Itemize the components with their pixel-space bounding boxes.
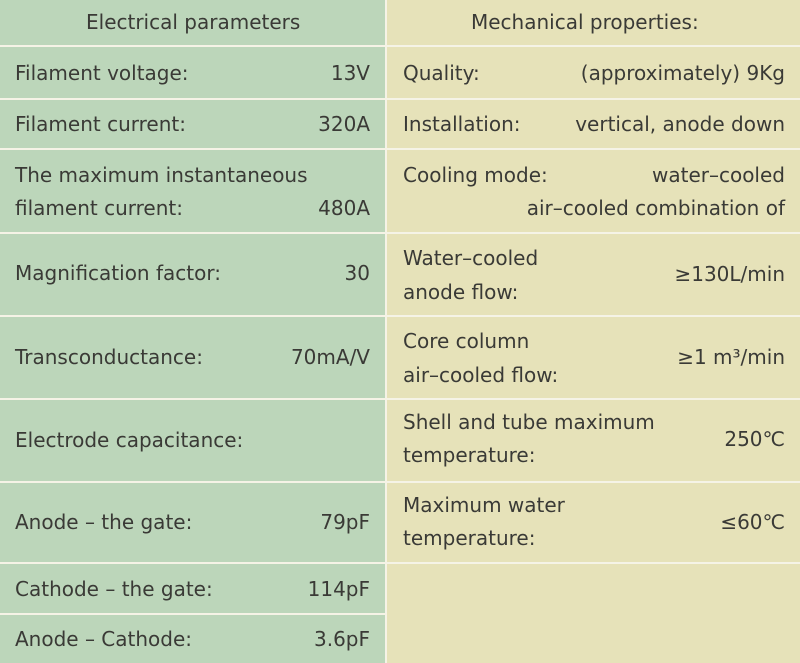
mechanical-label: Installation: [403, 112, 521, 136]
mechanical-value: water–cooled [651, 163, 785, 187]
electrical-label: Anode – Cathode: [15, 627, 193, 651]
mechanical-value: 250℃ [724, 427, 785, 451]
electrical-label: filament current: [15, 196, 183, 220]
mechanical-label: temperature: [403, 526, 536, 550]
mechanical-value: vertical, anode down [575, 112, 785, 136]
row-divider [0, 45, 386, 47]
row-divider [386, 398, 800, 400]
mechanical-label: Cooling mode: [403, 163, 548, 187]
electrical-value: 320A [318, 112, 370, 136]
mechanical-label: Shell and tube maximum [403, 410, 655, 434]
electrical-header: Electrical parameters [86, 10, 301, 34]
row-divider [386, 481, 800, 483]
electrical-label: Magnification factor: [15, 261, 221, 285]
row-divider [386, 232, 800, 234]
electrical-value: 3.6pF [313, 627, 370, 651]
electrical-value: 13V [330, 61, 370, 85]
mechanical-label: temperature: [403, 443, 536, 467]
mechanical-value: ≤60℃ [720, 510, 785, 534]
row-divider [0, 98, 386, 100]
electrical-label: Filament voltage: [15, 61, 189, 85]
row-divider [386, 45, 800, 47]
mechanical-value: (approximately) 9Kg [580, 61, 785, 85]
row-divider [0, 562, 386, 564]
electrical-value: 480A [318, 196, 370, 220]
row-divider [386, 315, 800, 317]
row-divider [386, 148, 800, 150]
mechanical-value: air–cooled combination of [526, 196, 785, 220]
electrical-value: 79pF [320, 510, 370, 534]
mechanical-label: Maximum water [403, 493, 565, 517]
row-divider [386, 98, 800, 100]
electrical-value: 30 [344, 261, 370, 285]
mechanical-header: Mechanical properties: [471, 10, 699, 34]
row-divider [0, 398, 386, 400]
mechanical-value: ≥130L/min [674, 262, 785, 286]
electrical-value: 114pF [307, 577, 370, 601]
electrical-label: Cathode – the gate: [15, 577, 213, 601]
mechanical-label: Core column [403, 329, 530, 353]
row-divider [0, 232, 386, 234]
row-divider [386, 562, 800, 564]
mechanical-value: ≥1 m³/min [677, 345, 785, 369]
row-divider [0, 148, 386, 150]
electrical-label: The maximum instantaneous [15, 163, 308, 187]
mechanical-label: air–cooled flow: [403, 363, 559, 387]
mechanical-label: Quality: [403, 61, 480, 85]
mechanical-label: Water–cooled [403, 246, 539, 270]
electrical-label: Transconductance: [15, 345, 203, 369]
electrical-label: Anode – the gate: [15, 510, 193, 534]
electrical-label: Electrode capacitance: [15, 428, 244, 452]
row-divider [0, 613, 386, 615]
row-divider [0, 315, 386, 317]
row-divider [0, 481, 386, 483]
electrical-value: 70mA/V [290, 345, 370, 369]
electrical-label: Filament current: [15, 112, 186, 136]
mechanical-label: anode flow: [403, 280, 519, 304]
